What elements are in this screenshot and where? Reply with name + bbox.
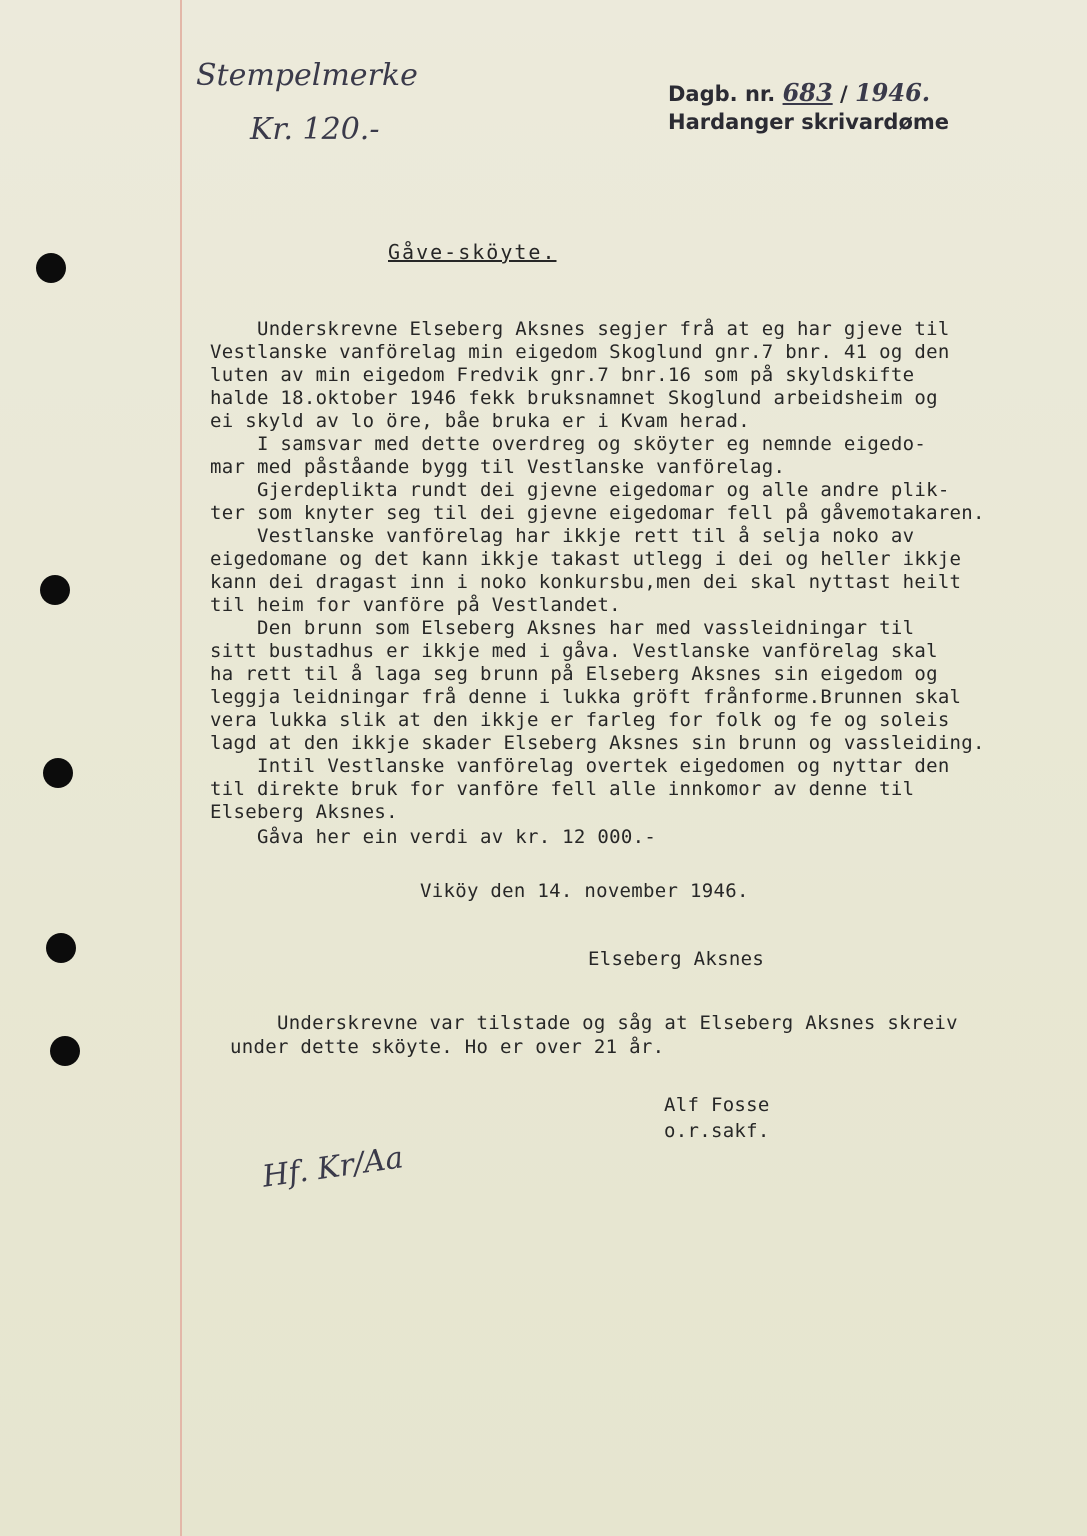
office-stamp: Hardanger skrivardøme <box>668 110 950 134</box>
document-title: Gåve-sköyte. <box>388 240 557 264</box>
dagb-prefix: Dagb. nr. <box>668 82 776 106</box>
body-line: til direkte bruk for vanföre fell alle innkomor av denne til <box>210 778 915 800</box>
punch-hole <box>43 758 73 788</box>
body-line: Intil Vestlanske vanförelag overtek eigedomen og nyttar den <box>210 755 950 777</box>
body-line: vera lukka slik at den ikkje er farleg for folk og fe og soleis <box>210 709 950 731</box>
punch-hole <box>46 933 76 963</box>
punch-hole <box>40 575 70 605</box>
registry-stamp <box>668 78 930 107</box>
body-line: til heim for vanföre på Vestlandet. <box>210 594 621 616</box>
body-line: Gåva her ein verdi av kr. 12 000.- <box>210 826 657 848</box>
body-line: Vestlanske vanförelag min eigedom Skoglund gnr.7 bnr. 41 og den <box>210 341 950 363</box>
punch-hole <box>50 1036 80 1066</box>
body-line: Den brunn som Elseberg Aksnes har med vassleidningar til <box>210 617 915 639</box>
body-line: eigedomane og det kann ikkje takast utlegg i dei og heller ikkje <box>210 548 962 570</box>
body-line: leggja leidningar frå denne i lukka gröft frånforme.Brunnen skal <box>210 686 962 708</box>
body-line: mar med påståande bygg til Vestlanske vanförelag. <box>210 456 786 478</box>
body-line: kann dei dragast inn i noko konkursbu,men dei skal nyttast heilt <box>210 571 962 593</box>
handwritten-initials: Hf. Kr/Aa <box>260 1140 406 1195</box>
body-line: Gjerdeplikta rundt dei gjevne eigedomar og alle andre plik- <box>210 479 950 501</box>
dagb-number: 683 <box>782 78 833 107</box>
witness-line: Underskrevne var tilstade og såg at Elseberg Aksnes skreiv <box>230 1012 958 1034</box>
body-line: sitt bustadhus er ikkje med i gåva. Vestlanske vanförelag skal <box>210 640 938 662</box>
witness-line: under dette sköyte. Ho er over 21 år. <box>230 1036 665 1058</box>
body-line: Vestlanske vanförelag har ikkje rett til å selja noko av <box>210 525 915 547</box>
punch-hole <box>36 253 66 283</box>
dagb-separator: / <box>839 82 848 106</box>
margin-note-stamp-duty: Stempelmerke <box>196 58 418 93</box>
body-line: I samsvar med dette overdreg og sköyter eg nemnde eigedo- <box>210 433 927 455</box>
body-line: Elseberg Aksnes. <box>210 801 398 823</box>
body-line: luten av min eigedom Fredvik gnr.7 bnr.16 som på skyldskifte <box>210 364 915 386</box>
witness-name: Alf Fosse <box>664 1094 770 1116</box>
date-line: Viköy den 14. november 1946. <box>420 880 749 902</box>
witness-title: o.r.sakf. <box>664 1120 770 1142</box>
body-line: ter som knyter seg til dei gjevne eigedomar fell på gåvemotakaren. <box>210 502 985 524</box>
dagb-year: 1946. <box>854 78 931 107</box>
body-line: Underskrevne Elseberg Aksnes segjer frå at eg har gjeve til <box>210 318 950 340</box>
margin-note-amount: Kr. 120.- <box>250 112 380 147</box>
body-line: ei skyld av lo öre, båe bruka er i Kvam herad. <box>210 410 750 432</box>
signature-name: Elseberg Aksnes <box>588 948 765 970</box>
body-line: lagd at den ikkje skader Elseberg Aksnes sin brunn og vassleiding. <box>210 732 985 754</box>
body-line: ha rett til å laga seg brunn på Elseberg Aksnes sin eigedom og <box>210 663 938 685</box>
body-line: halde 18.oktober 1946 fekk bruksnamnet Skoglund arbeidsheim og <box>210 387 938 409</box>
margin-rule <box>180 0 182 1536</box>
